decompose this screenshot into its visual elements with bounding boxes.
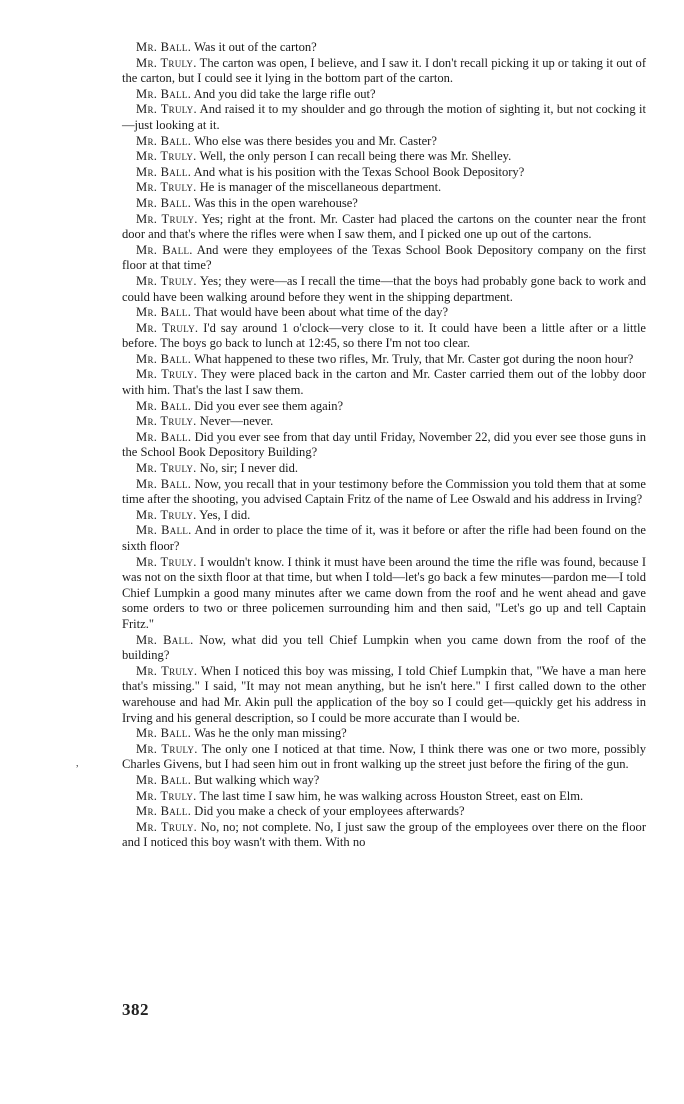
statement-text: Yes, I did.	[199, 507, 251, 522]
testimony-paragraph	[122, 102, 646, 133]
speaker-name: Mr. Truly.	[136, 507, 197, 522]
statement-text: The only one I noticed at that time. Now, I think there was one or two more, possibly Charles Givens, but I had seen him out in front walking up the street just before the firing of the gun.	[122, 741, 647, 772]
statement-text: Now, what did you tell Chief Lumpkin when you came down from the roof of the building?	[122, 632, 646, 663]
speaker-name: Mr. Truly.	[136, 663, 198, 678]
testimony-paragraph	[122, 508, 646, 524]
speaker-name: Mr. Ball.	[136, 523, 192, 538]
speaker-name: Mr. Truly.	[136, 788, 197, 803]
statement-text: Who else was there besides you and Mr. Caster?	[194, 133, 437, 148]
testimony-paragraph	[122, 664, 646, 726]
statement-text: Was he the only man missing?	[194, 726, 347, 741]
statement-text: Never—never.	[199, 414, 274, 429]
statement-text: Yes; right at the front. Mr. Caster had placed the cartons on the counter near the front door and that's where the rifles were when I saw them, and I picked one up out of the cartons.	[122, 211, 647, 242]
testimony-paragraph	[122, 367, 646, 398]
testimony-paragraph	[122, 430, 646, 461]
testimony-paragraph	[122, 477, 646, 508]
statement-text: They were placed back in the carton and Mr. Caster carried them out of the lobby door with him. That's the last I saw them.	[122, 367, 646, 398]
statement-text: When I noticed this boy was missing, I told Chief Lumpkin that, "We have a man here that's missing." I said, "It may not mean anything, but he isn't here." I first called down to the other warehouse and had Mr. Akin pull the application of the boy so I could get—quickly get his address in Irving and his general description, so I could be more accurate than I would be.	[122, 663, 646, 725]
statement-text: But walking which way?	[194, 772, 320, 787]
speaker-name: Mr. Truly.	[136, 211, 198, 226]
testimony-paragraph	[122, 414, 646, 430]
testimony-paragraph	[122, 40, 646, 56]
speaker-name: Mr. Ball.	[136, 351, 192, 366]
testimony-paragraph	[122, 243, 646, 274]
speaker-name: Mr. Ball.	[136, 86, 192, 101]
testimony-paragraph	[122, 804, 646, 820]
speaker-name: Mr. Truly.	[136, 741, 198, 756]
statement-text: He is manager of the miscellaneous department.	[199, 180, 442, 195]
speaker-name: Mr. Truly.	[136, 320, 199, 335]
statement-text: That would have been about what time of the day?	[194, 305, 449, 320]
speaker-name: Mr. Ball.	[136, 398, 192, 413]
testimony-paragraph	[122, 523, 646, 554]
speaker-name: Mr. Truly.	[136, 180, 197, 195]
speaker-name: Mr. Truly.	[136, 554, 197, 569]
testimony-paragraph	[122, 555, 646, 633]
speaker-name: Mr. Truly.	[136, 149, 197, 164]
testimony-paragraph	[122, 820, 646, 851]
statement-text: And were they employees of the Texas School Book Depository company on the first floor at that time?	[122, 242, 647, 273]
statement-text: Yes; they were—as I recall the time—that the boys had probably gone back to work and could have been walking around before they went in the shipping department.	[122, 273, 647, 304]
statement-text: The last time I saw him, he was walking across Houston Street, east on Elm.	[199, 788, 584, 803]
speaker-name: Mr. Ball.	[136, 772, 192, 787]
testimony-paragraph	[122, 212, 646, 243]
testimony-paragraph	[122, 321, 646, 352]
statement-text: What happened to these two rifles, Mr. Truly, that Mr. Caster got during the noon hour?	[194, 351, 634, 366]
statement-text: Now, you recall that in your testimony before the Commission you told them that at some time after the shooting, you advised Captain Fritz of the name of Lee Oswald and his address in Irving?	[122, 476, 646, 507]
testimony-paragraph	[122, 726, 646, 742]
statement-text: Did you ever see from that day until Friday, November 22, did you ever see those guns in the School Book Depository Building?	[122, 429, 646, 460]
stray-mark: ,	[76, 758, 79, 769]
statement-text: Well, the only person I can recall being there was Mr. Shelley.	[199, 149, 512, 164]
speaker-name: Mr. Truly.	[136, 414, 197, 429]
testimony-paragraph	[122, 305, 646, 321]
statement-text: No, no; not complete. No, I just saw the group of the employees over there on the floor and I noticed this boy wasn't with them. With no	[122, 819, 647, 850]
statement-text: I wouldn't know. I think it must have been around the time the rifle was found, because I was not on the sixth floor at that time, but when I told—let's go back a few minutes—pardon me—I told Chief Lumpkin a good many minutes after we came down from the roof and he went ahead and gave some orders to two or three policemen surrounding him and then said, "Let's go up and tell Captain Fritz."	[122, 554, 647, 631]
testimony-paragraph	[122, 56, 646, 87]
speaker-name: Mr. Ball.	[136, 242, 193, 257]
testimony-paragraph	[122, 165, 646, 181]
statement-text: Was it out of the carton?	[194, 40, 317, 54]
statement-text: I'd say around 1 o'clock—very close to it. It could have been a little after or a little before. The boys go back to lunch at 12:45, so there I'm not too clear.	[122, 320, 646, 351]
speaker-name: Mr. Ball.	[136, 726, 192, 741]
statement-text: Did you ever see them again?	[194, 398, 344, 413]
page-number: 382	[122, 1000, 149, 1019]
speaker-name: Mr. Ball.	[136, 429, 192, 444]
testimony-paragraph	[122, 134, 646, 150]
speaker-name: Mr. Truly.	[136, 102, 197, 117]
statement-text: And in order to place the time of it, was it before or after the rifle had been found on the sixth floor?	[122, 523, 646, 553]
speaker-name: Mr. Truly.	[136, 461, 197, 476]
testimony-paragraph	[122, 461, 646, 477]
speaker-name: Mr. Truly.	[136, 819, 198, 834]
testimony-paragraph	[122, 274, 646, 305]
testimony-paragraph	[122, 180, 646, 196]
testimony-paragraph	[122, 149, 646, 165]
testimony-paragraph	[122, 773, 646, 789]
speaker-name: Mr. Ball.	[136, 804, 192, 819]
testimony-paragraph	[122, 742, 646, 773]
testimony-paragraph	[122, 633, 646, 664]
statement-text: Was this in the open warehouse?	[194, 195, 358, 210]
speaker-name: Mr. Truly.	[136, 367, 198, 382]
statement-text: And you did take the large rifle out?	[193, 86, 376, 101]
statement-text: The carton was open, I believe, and I saw it. I don't recall picking it up or taking it out of the carton, but I could see it lying in the bottom part of the carton.	[122, 55, 647, 86]
transcript-body	[122, 40, 646, 851]
speaker-name: Mr. Ball.	[136, 40, 192, 54]
speaker-name: Mr. Ball.	[136, 305, 192, 320]
statement-text: No, sir; I never did.	[199, 461, 299, 476]
testimony-paragraph	[122, 399, 646, 415]
speaker-name: Mr. Truly.	[136, 55, 197, 70]
speaker-name: Mr. Ball.	[136, 632, 194, 647]
speaker-name: Mr. Ball.	[136, 476, 192, 491]
speaker-name: Mr. Ball.	[136, 164, 192, 179]
statement-text: And raised it to my shoulder and go through the motion of sighting it, but not cocking it—just looking at it.	[122, 102, 647, 132]
testimony-paragraph	[122, 87, 646, 103]
speaker-name: Mr. Ball.	[136, 133, 192, 148]
testimony-paragraph	[122, 352, 646, 368]
speaker-name: Mr. Truly.	[136, 273, 197, 288]
statement-text: Did you make a check of your employees afterwards?	[194, 804, 465, 819]
testimony-paragraph	[122, 789, 646, 805]
speaker-name: Mr. Ball.	[136, 195, 192, 210]
statement-text: And what is his position with the Texas School Book Depository?	[193, 164, 525, 179]
testimony-paragraph	[122, 196, 646, 212]
